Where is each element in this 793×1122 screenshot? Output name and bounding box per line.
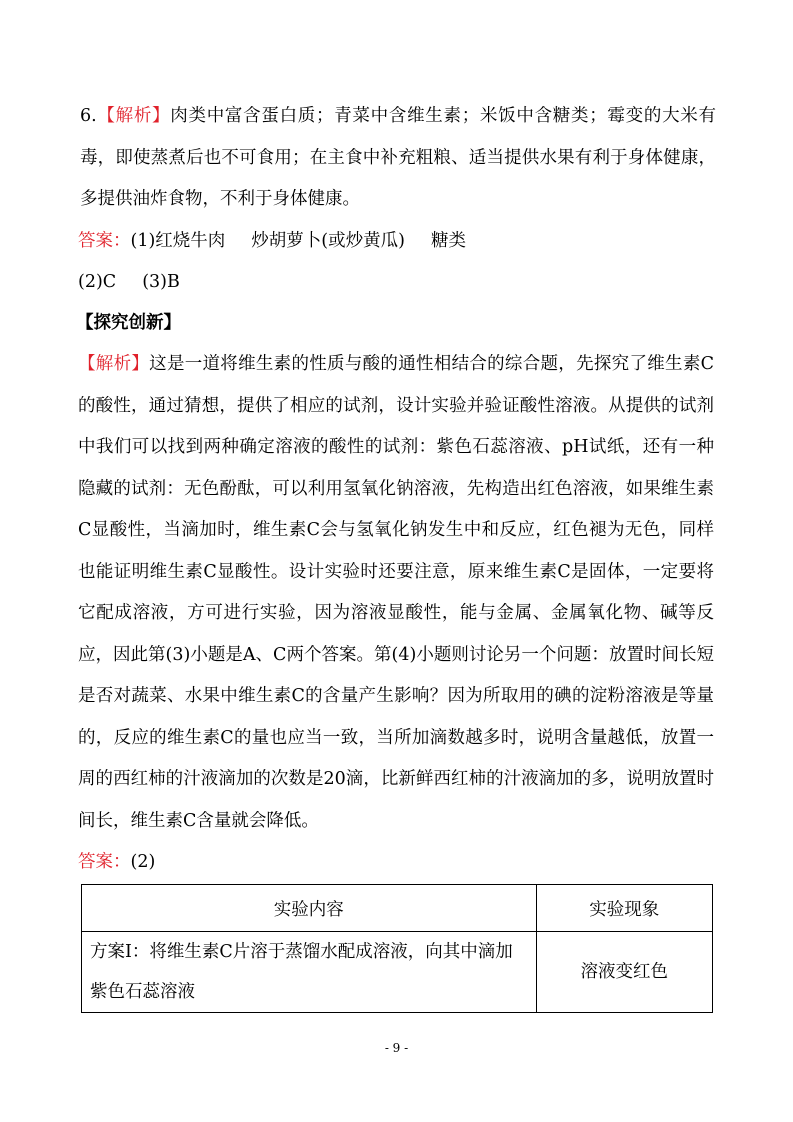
header-phenomenon: 实验现象: [536, 885, 712, 932]
answer-item: (3)B: [142, 272, 180, 292]
answer-item: 炒胡萝卜(或炒黄瓜): [251, 231, 405, 251]
page-number: - 9 -: [384, 1041, 409, 1055]
experiment-table: [81, 884, 713, 1013]
explanation-text: 这是一道将维生素的性质与酸的通性相结合的综合题，先探究了维生素C的酸性，通过猜想，提供了相应的试剂，设计实验并验证酸性溶液。从提供的试剂中我们可以找到两种确定溶液的酸性的试剂：紫色石蕊溶液、pH试纸，还有一种隐藏的试剂：无色酚酞，可以利用氢氧化钠溶液，先构造出红色溶液，如果维生素C显酸性，当滴加时，维生素C会与氢氧化钠发生中和反应，红色褪为无色，同样也能证明维生素C显酸性。设计实验时还要注意，原来维生素C是固体，一定要将它配成溶液，方可进行实验，因为溶液显酸性，能与金属、金属氧化物、碱等反应，因此第(3)小题是A、C两个答案。第(4)小题则讨论另一个问题：放置时间长短是否对蔬菜、水果中维生素C的含量产生影响？因为所取用的碘的淀粉溶液是等量的，反应的维生素C的量也应当一致，当所加滴数越多时，说明含量越低，放置一周的西红柿的汁液滴加的次数是20滴，比新鲜西红柿的汁液滴加的多，说明放置时间长，维生素C含量就会降低。: [78, 354, 714, 831]
section-heading: 【探究创新】: [76, 313, 181, 333]
answer-item: 糖类: [430, 231, 466, 251]
cell-phenomenon: 溶液变红色: [536, 932, 712, 1013]
explanation-paragraph: [78, 344, 714, 842]
analysis-tag: 【解析】: [78, 354, 150, 374]
answer-item: (2)C: [78, 272, 117, 292]
table-header-row: [82, 885, 713, 932]
section-6-analysis: [80, 96, 716, 221]
answer-value: (2): [130, 852, 156, 872]
analysis-text: 肉类中富含蛋白质；青菜中含维生素；米饭中含糖类；霉变的大米有毒，即使蒸煮后也不可食用；在主食中补充粗粮、适当提供水果有利于身体健康，多提供油炸食物，不利于身体健康。: [80, 106, 717, 209]
answer-label: 答案：: [78, 231, 131, 251]
answer-label: 答案：: [78, 852, 131, 872]
header-content: 实验内容: [82, 885, 537, 932]
answer-item: (1)红烧牛肉: [130, 231, 226, 251]
analysis-tag: 【解析】: [96, 106, 171, 126]
table-row: [82, 932, 713, 1013]
cell-content: 方案Ⅰ：将维生素C片溶于蒸馏水配成溶液，向其中滴加紫色石蕊溶液: [82, 932, 537, 1013]
answer-line-1: [78, 221, 714, 263]
answer-2-line: [78, 842, 714, 884]
answer-line-2: [78, 262, 714, 304]
question-number: 6.: [80, 106, 97, 126]
